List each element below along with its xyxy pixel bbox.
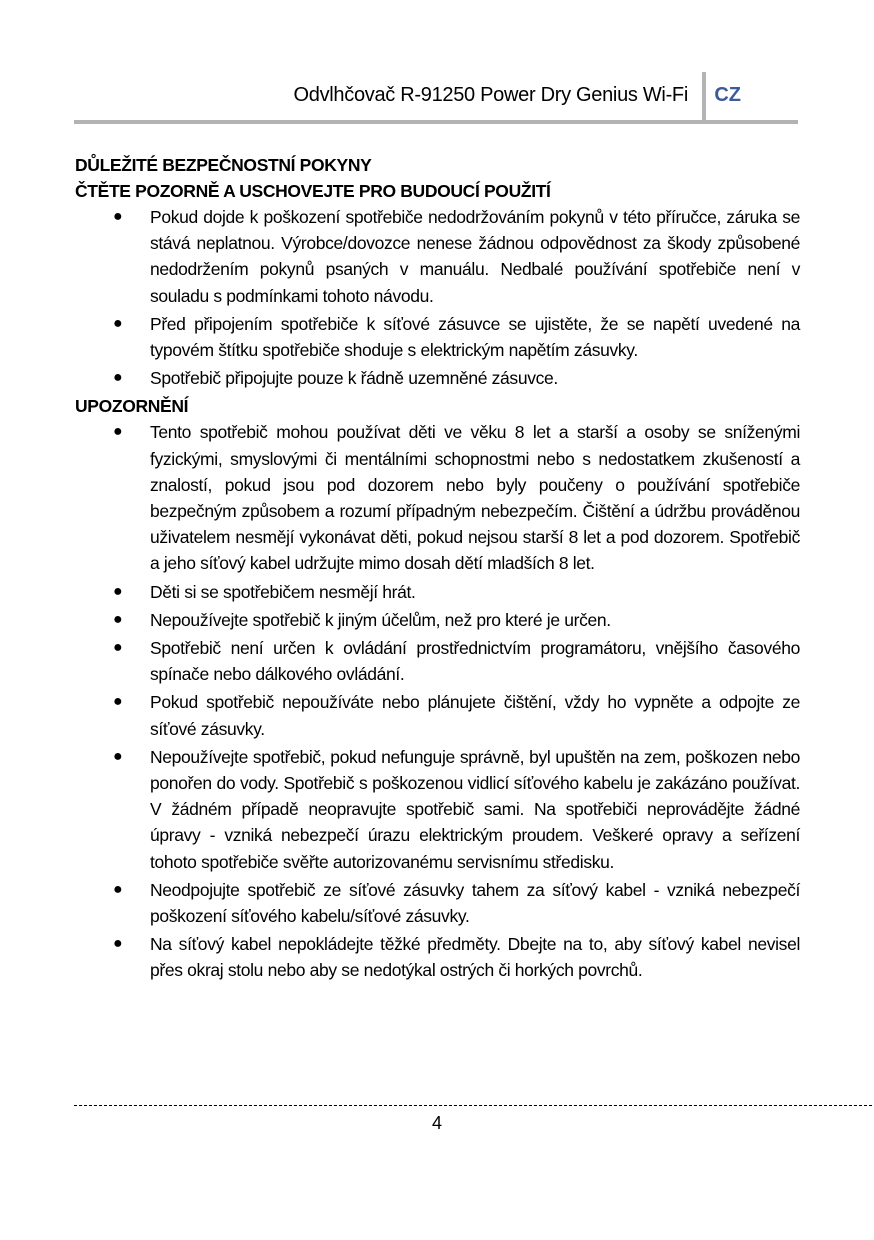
list-item-text: Tento spotřebič mohou používat děti ve věku 8 let a starší a osoby se sníženými fyzickými, smyslovými či mentálními schopnostmi nebo s nedostatkem zkušeností a znalostí, pokud jsou pod dozorem nebo byly poučeny o používání spotřebiče bezpečným způsobem a rozumí případným nebezpečím. Čištění a údržbu prováděnou uživatelem nesmějí vykonávat děti, pokud nejsou starší 8 let a pod dozorem. Spotřebič a jeho síťový kabel udržujte mimo dosah dětí mladších 8 let. (150, 422, 800, 574)
list-item (75, 607, 800, 633)
list-item-text: Spotřebič připojujte pouze k řádně uzemněné zásuvce. (150, 368, 558, 389)
list-item (75, 931, 800, 983)
bullet-icon: ● (113, 639, 123, 657)
bullet-icon: ● (113, 314, 123, 332)
bullet-icon: ● (113, 747, 123, 765)
warning-list (75, 419, 800, 983)
list-item (75, 204, 800, 309)
list-item-text: Spotřebič není určen k ovládání prostřednictvím programátoru, vnějšího časového spínače nebo dálkového ovládání. (150, 638, 800, 685)
list-item (75, 877, 800, 929)
footer-divider (74, 1105, 872, 1106)
warning-section (75, 393, 800, 983)
list-item (75, 419, 800, 576)
page-header (74, 72, 798, 124)
bullet-icon: ● (113, 935, 123, 953)
bullet-icon: ● (113, 693, 123, 711)
safety-list (75, 204, 800, 391)
section-heading: UPOZORNĚNÍ (75, 396, 189, 417)
bullet-icon: ● (113, 369, 123, 387)
list-item-text: Nepoužívejte spotřebič k jiným účelům, než pro které je určen. (150, 609, 611, 630)
list-item (75, 311, 800, 363)
list-item-text: Nepoužívejte spotřebič, pokud nefunguje správně, byl upuštěn na zem, poškozen nebo ponořen do vody. Spotřebič s poškozenou vidlicí síťového kabelu je zakázáno používat. V žádném případě neopravujte spotřebič sami. Na spotřebiči neprovádějte žádné úpravy - vzniká nebezpečí úrazu elektrickým proudem. Veškeré opravy a seřízení tohoto spotřebiče svěřte autorizovanému servisnímu středisku. (150, 746, 800, 872)
page-number: 4 (431, 1113, 442, 1133)
list-item (75, 635, 800, 687)
list-item-text: Pokud spotřebič nepoužíváte nebo plánujete čištění, vždy ho vypněte a odpojte ze síťové zásuvky. (150, 692, 800, 739)
list-item (75, 579, 800, 605)
list-item-text: Neodpojujte spotřebič ze síťové zásuvky tahem za síťový kabel - vzniká nebezpečí poškození síťového kabelu/síťové zásuvky. (150, 879, 800, 927)
section-subheading: ČTĚTE POZORNĚ A USCHOVEJTE PRO BUDOUCÍ POUŽITÍ (75, 181, 551, 201)
bullet-icon: ● (113, 423, 123, 441)
list-item-text: Děti si se spotřebičem nesmějí hrát. (150, 581, 416, 602)
list-item (75, 365, 800, 391)
safety-section (75, 152, 800, 391)
header-separator (702, 72, 706, 120)
document-title: Odvlhčovač R-91250 Power Dry Genius Wi-Fi (293, 84, 688, 106)
bullet-icon: ● (113, 880, 123, 898)
list-item-text: Pokud dojde k poškození spotřebiče nedodržováním pokynů v této příručce, záruka se stává neplatnou. Výrobce/dovozce nenese žádnou odpovědnost za škody způsobené nedodržením pokynů psaných v manuálu. Nedbalé používání spotřebiče není v souladu s podmínkami tohoto návodu. (150, 207, 800, 306)
page-content (75, 152, 800, 986)
language-code: CZ (714, 84, 741, 106)
bullet-icon: ● (113, 208, 123, 225)
list-item (75, 744, 800, 875)
section-heading: DŮLEŽITÉ BEZPEČNOSTNÍ POKYNY (75, 155, 372, 175)
bullet-icon: ● (113, 582, 123, 600)
list-item-text: Na síťový kabel nepokládejte těžké předměty. Dbejte na to, aby síťový kabel nevisel přes okraj stolu nebo aby se nedotýkal ostrých či horkých povrchů. (150, 934, 800, 981)
list-item-text: Před připojením spotřebiče k síťové zásuvce se ujistěte, že se napětí uvedené na typovém štítku spotřebiče shoduje s elektrickým napětím zásuvky. (150, 313, 800, 361)
bullet-icon: ● (113, 610, 123, 628)
list-item (75, 689, 800, 741)
